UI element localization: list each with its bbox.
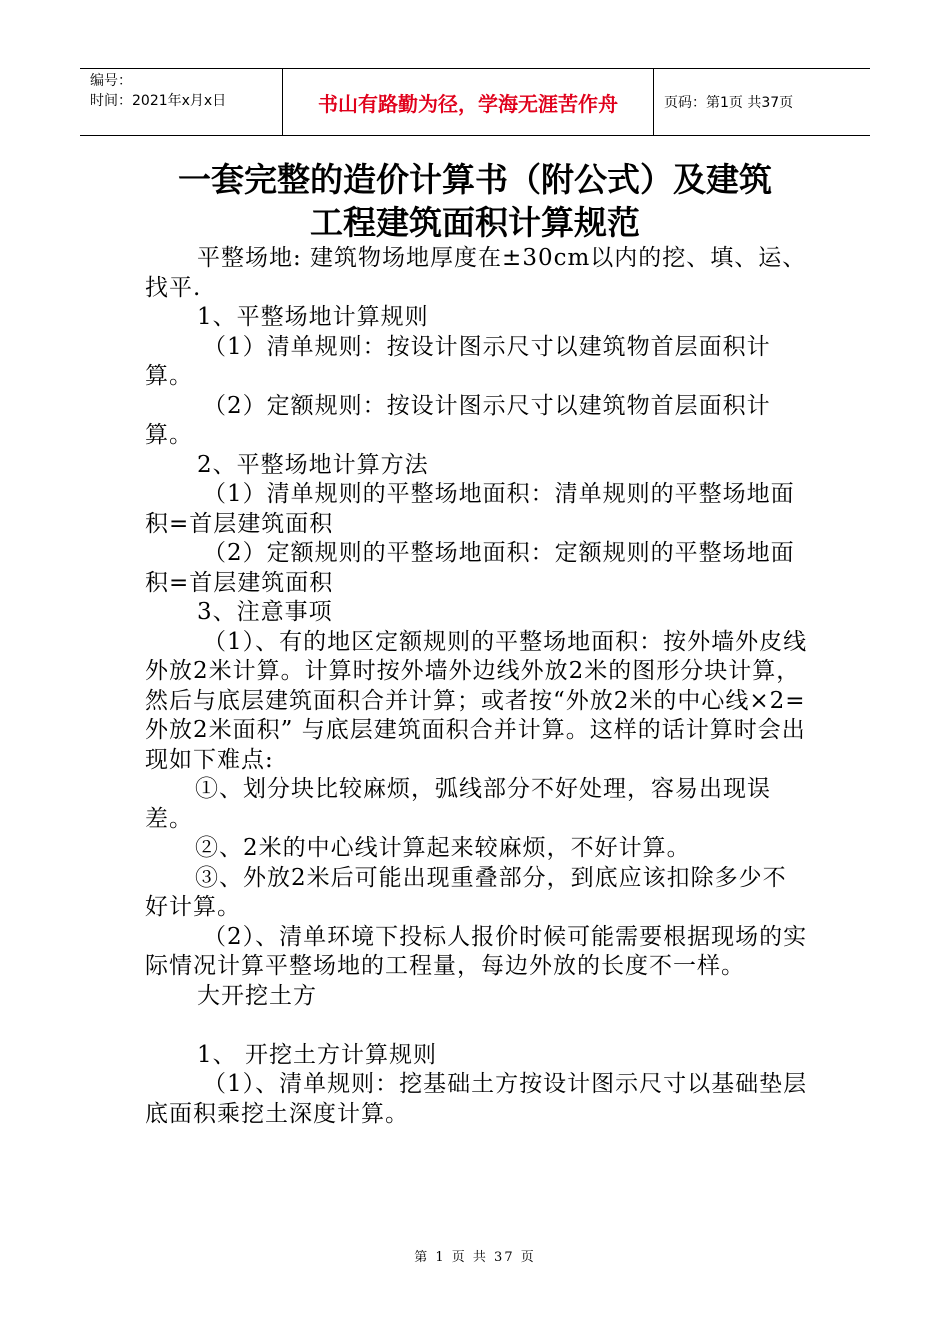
page-header: [80, 68, 870, 136]
list-item: ①、划分块比较麻烦，弧线部分不好处理，容易出现误差。: [145, 776, 771, 832]
list-item: ③、外放2米后可能出现重叠部分，到底应该扣除多少不好计算。: [145, 864, 787, 920]
section-heading: 3、注意事项: [197, 599, 333, 625]
paragraph: （2）定额规则：按设计图示尺寸以建筑物首层面积计算。: [145, 392, 771, 448]
document-body: [145, 244, 810, 1129]
section-heading: 2、平整场地计算方法: [197, 451, 429, 478]
document-time-label: 时间：2021年x月x日: [90, 93, 227, 109]
document-number-label: 编号：: [90, 73, 132, 89]
list-item: ②、2米的中心线计算起来较麻烦，不好计算。: [195, 835, 691, 861]
title-line-1: 一套完整的造价计算书（附公式）及建筑: [178, 160, 772, 199]
section-heading: 1、 开挖土方计算规则: [197, 1041, 437, 1068]
paragraph: （1）清单规则：按设计图示尺寸以建筑物首层面积计算。: [145, 333, 771, 389]
page-footer: 第 1 页 共 37 页: [414, 1250, 536, 1265]
paragraph: （1）、清单规则：挖基础土方按设计图示尺寸以基础垫层底面积乘挖土深度计算。: [145, 1071, 808, 1127]
header-page-info: 页码：第1页 共37页: [664, 95, 794, 111]
paragraph: （2）、清单环境下投标人报价时候可能需要根据现场的实际情况计算平整场地的工程量，每边外放的长度不一样。: [145, 923, 808, 979]
blank-line: [145, 1011, 810, 1041]
paragraph: （1）清单规则的平整场地面积：清单规则的平整场地面积=首层建筑面积: [145, 481, 795, 537]
header-meta: [80, 69, 282, 135]
header-motto: 书山有路勤为径，学海无涯苦作舟: [282, 69, 654, 135]
section-heading: 1、平整场地计算规则: [197, 304, 429, 330]
section-heading: 大开挖土方: [197, 982, 317, 1009]
document-title: [100, 158, 850, 244]
paragraph: （2）定额规则的平整场地面积：定额规则的平整场地面积=首层建筑面积: [145, 540, 795, 596]
paragraph: （1）、有的地区定额规则的平整场地面积：按外墙外皮线外放2米计算。计算时按外墙外边线外放2米的图形分块计算，然后与底层建筑面积合并计算；或者按“外放2米的中心线×2=外放2米面积” 与底层建筑面积合并计算。这样的话计算时会出现如下难点:: [145, 628, 808, 773]
paragraph: 平整场地: 建筑物场地厚度在±30cm以内的挖、填、运、找平.: [145, 245, 807, 301]
title-line-2: 工程建筑面积计算规范: [310, 203, 640, 242]
